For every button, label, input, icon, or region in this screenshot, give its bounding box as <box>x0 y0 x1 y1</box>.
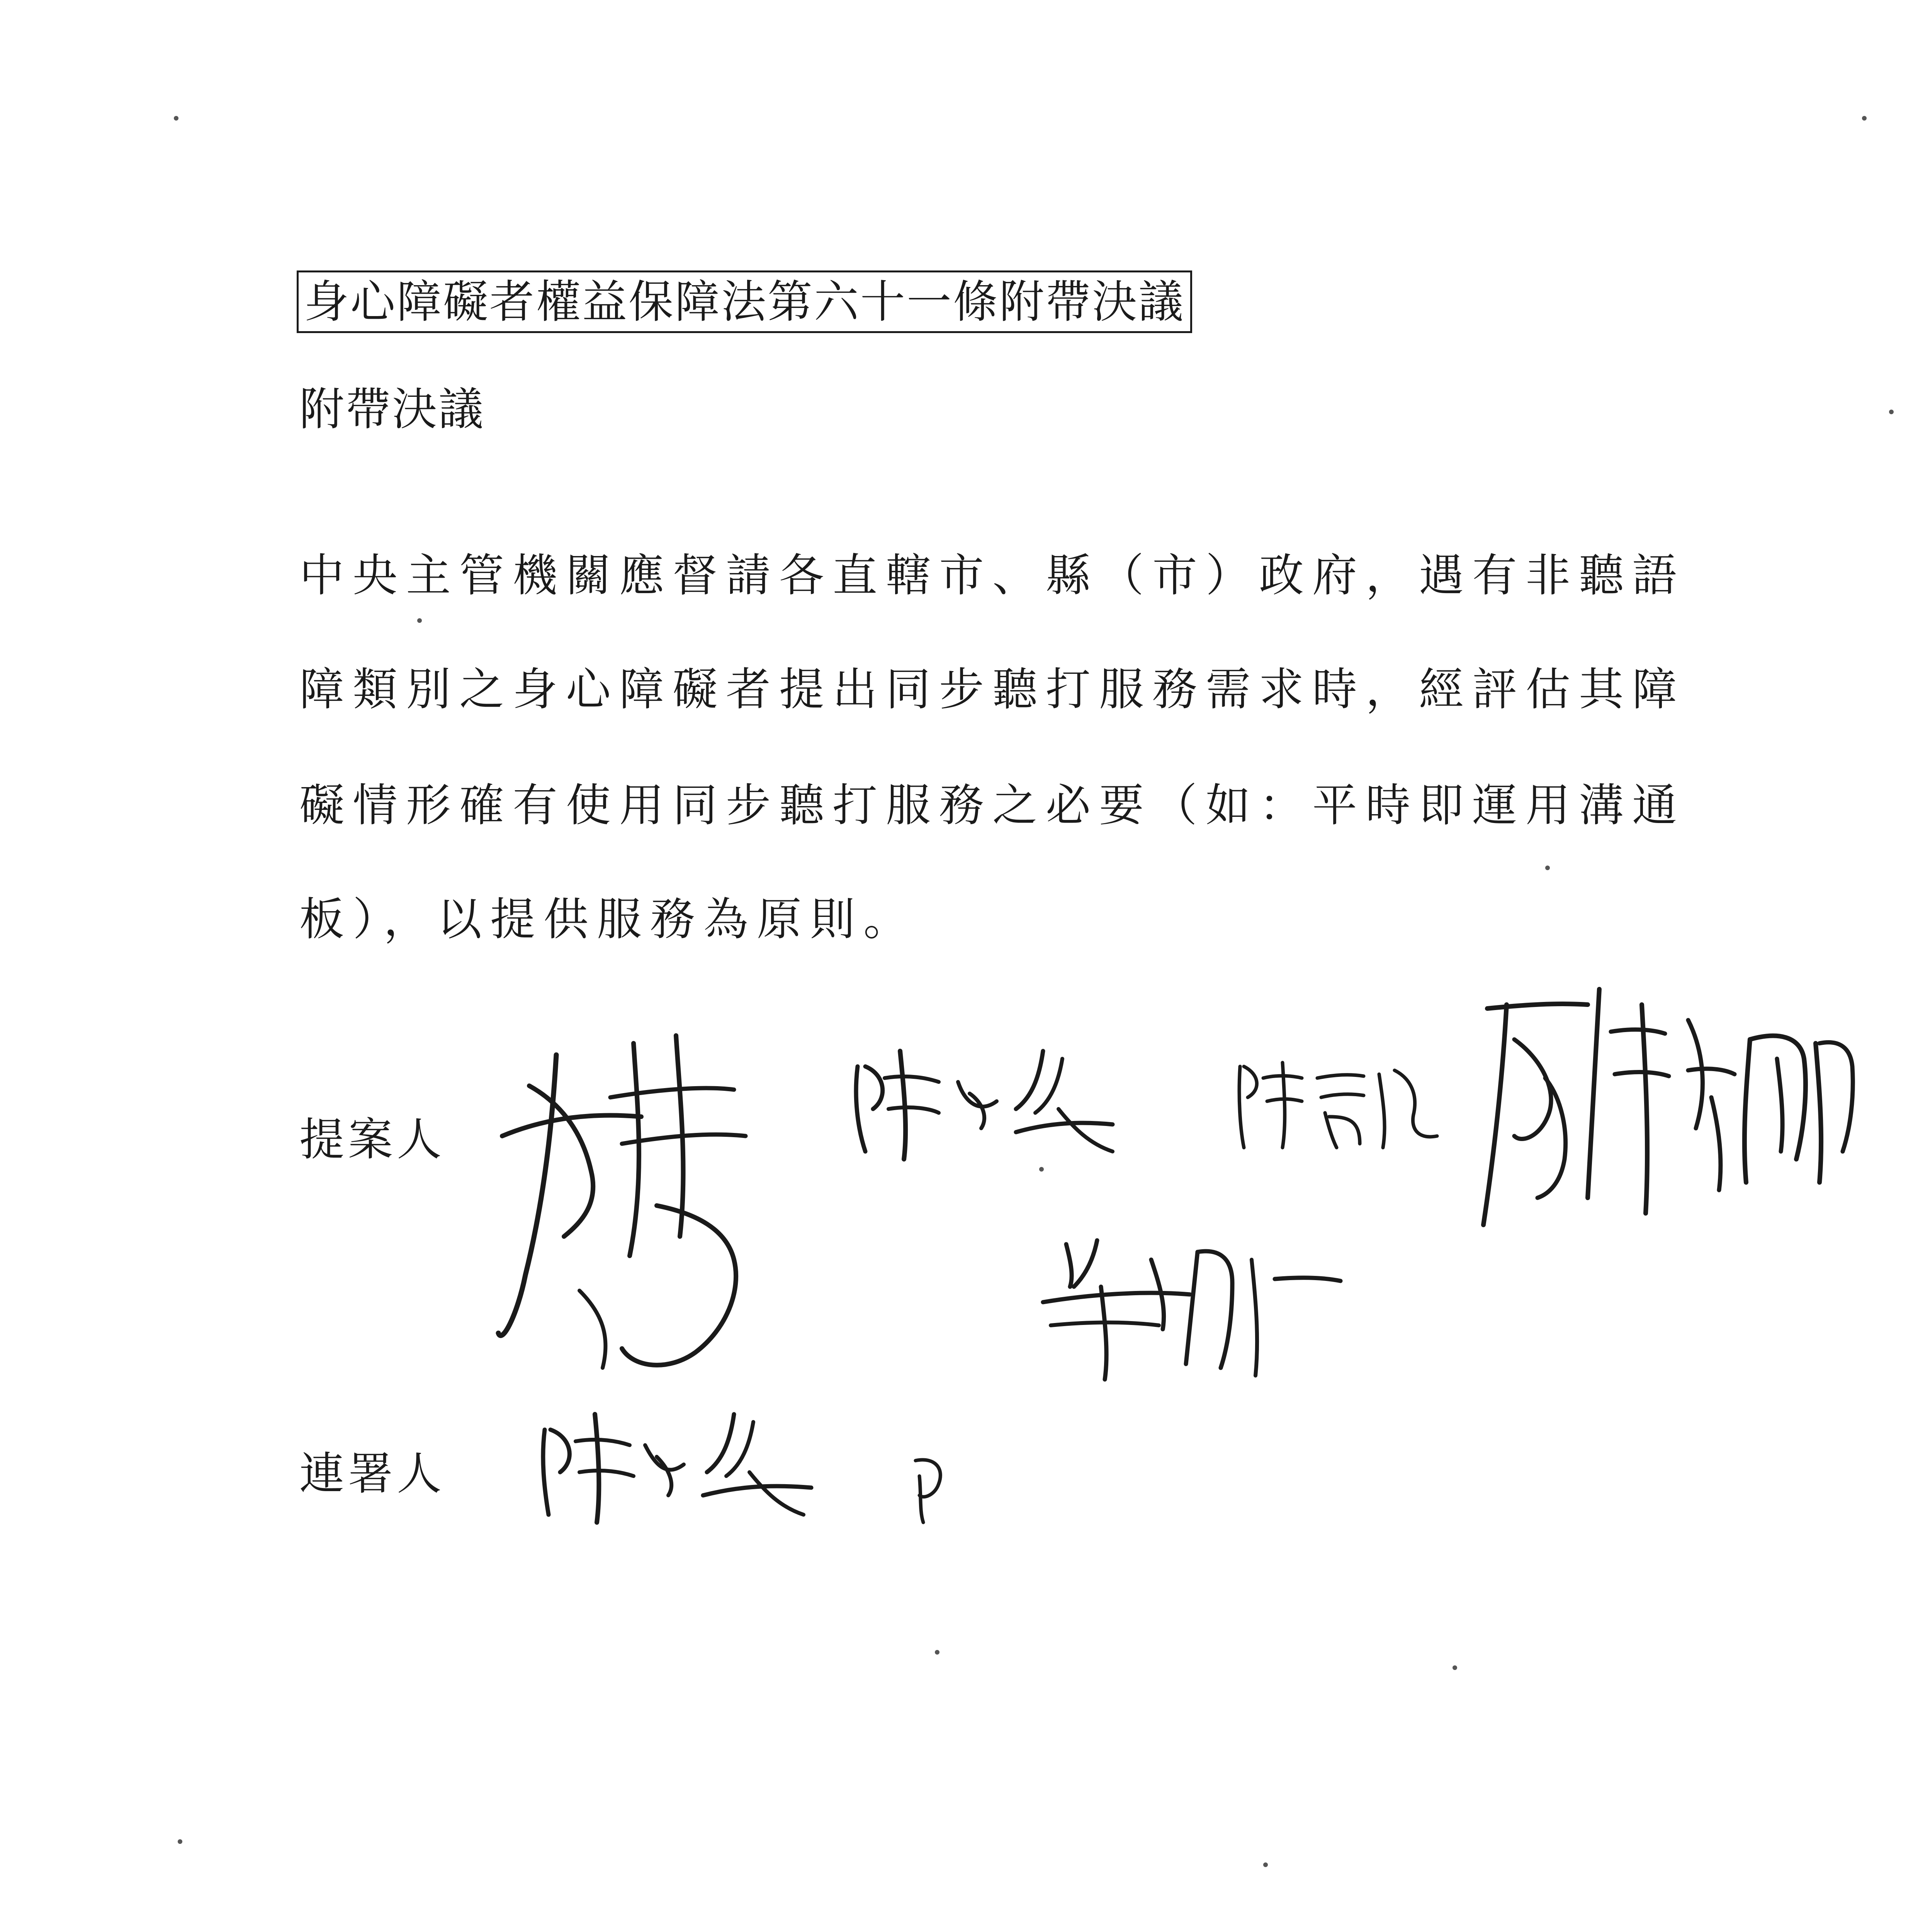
resolution-line-4: 板），以提供服務為原則。 <box>299 893 917 946</box>
stray-pen-mark <box>908 1453 950 1526</box>
scan-speck <box>1039 1167 1044 1172</box>
cosigner-signature-chen-si-yu <box>533 1399 834 1530</box>
cosigner-label: 連署人 <box>299 1448 445 1500</box>
scan-speck <box>417 618 422 623</box>
document-title: 身心障礙者權益保障法第六十一條附帶決議 <box>297 270 1192 333</box>
proposer-signature-second-row <box>1028 1229 1344 1383</box>
scan-speck <box>1862 116 1867 121</box>
proposer-signature-chen-jing-hui <box>1232 1051 1449 1151</box>
resolution-line-2: 障類別之身心障礙者提出同步聽打服務需求時，經評估其障 <box>299 663 1685 716</box>
scan-speck <box>935 1650 939 1655</box>
proposer-signature-liao-wei-xiang <box>1472 981 1858 1236</box>
section-subtitle: 附帶決議 <box>299 383 485 435</box>
proposer-signature-scrawl <box>494 1020 788 1406</box>
scan-speck <box>1545 866 1550 870</box>
proposer-signature-chen-si-yu <box>842 1036 1143 1167</box>
scan-speck <box>178 1839 182 1844</box>
scan-speck <box>174 116 178 121</box>
resolution-line-3: 礙情形確有使用同步聽打服務之必要（如：平時即運用溝通 <box>299 779 1685 832</box>
proposer-label: 提案人 <box>299 1114 445 1166</box>
scan-speck <box>1263 1862 1268 1867</box>
scan-speck <box>1889 410 1894 414</box>
resolution-line-1: 中央主管機關應督請各直轄市、縣（市）政府，遇有非聽語 <box>299 549 1685 602</box>
scan-speck <box>1453 1665 1457 1670</box>
